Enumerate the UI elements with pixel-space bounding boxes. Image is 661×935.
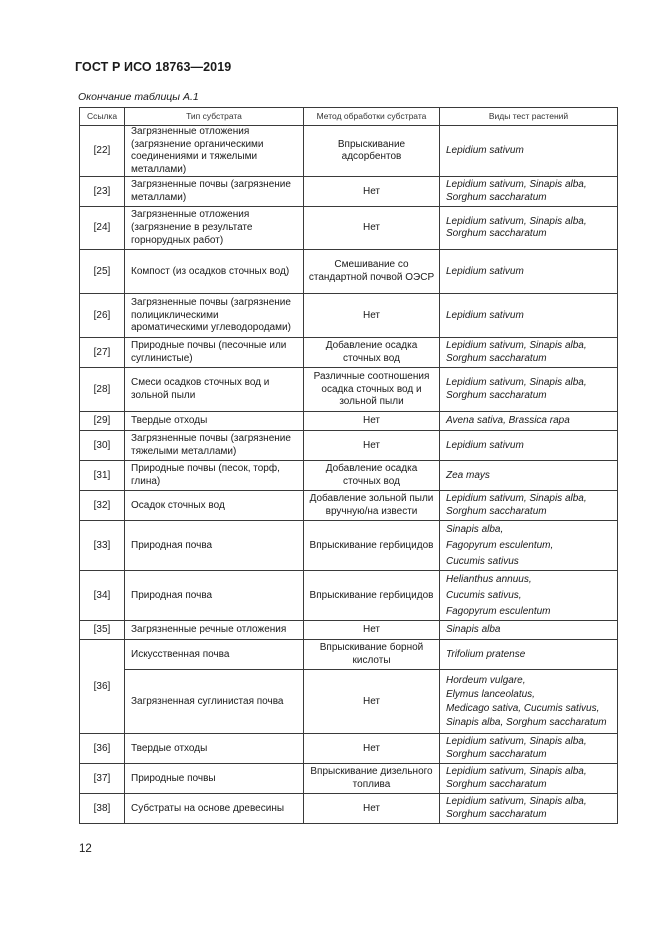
method-cell: Смешивание со стандартной почвой ОЭСР [304, 250, 440, 294]
ref-cell: [28] [80, 368, 125, 412]
species-line: Sinapis alba [446, 624, 501, 636]
method-cell: Впрыскивание гербицидов [304, 571, 440, 621]
species-cell [440, 294, 618, 338]
table-row [80, 431, 618, 461]
species-cell [440, 250, 618, 294]
species-line: Sorghum saccharatum [446, 808, 547, 820]
ref-cell: [34] [80, 571, 125, 621]
table-row [80, 368, 618, 412]
table-row [80, 294, 618, 338]
ref-cell: [36] [80, 640, 125, 734]
species-line: Fagopyrum esculentum [446, 605, 551, 617]
ref-cell: [32] [80, 491, 125, 521]
species-line: Cucumis sativus [446, 555, 519, 567]
species-cell [440, 461, 618, 491]
ref-cell: [26] [80, 294, 125, 338]
species-line: Sorghum saccharatum [446, 778, 547, 790]
substrate-cell: Компост (из осадков сточных вод) [125, 250, 304, 294]
method-cell: Нет [304, 177, 440, 207]
species-line: Sinapis alba, [446, 523, 504, 535]
page-number: 12 [79, 843, 92, 855]
species-line: Fagopyrum esculentum, [446, 539, 554, 551]
column-header-ref: Ссылка [80, 108, 125, 126]
species-line: Cucumis sativus, [446, 589, 522, 601]
table-row [80, 338, 618, 368]
table-row [80, 491, 618, 521]
table-header-row [80, 108, 618, 126]
ref-cell: [31] [80, 461, 125, 491]
table-row [80, 412, 618, 431]
species-cell [440, 571, 618, 621]
species-line: Elymus lanceolatus, [446, 688, 535, 700]
species-cell [440, 640, 618, 670]
species-cell [440, 491, 618, 521]
column-header-method: Метод обработки субстрата [304, 108, 440, 126]
column-header-substrate: Тип субстрата [125, 108, 304, 126]
method-cell: Впрыскивание гербицидов [304, 521, 440, 571]
species-cell [440, 431, 618, 461]
species-cell [440, 207, 618, 250]
substrate-cell: Загрязненная суглинистая почва [125, 670, 304, 734]
ref-cell: [33] [80, 521, 125, 571]
substrate-table [79, 107, 618, 824]
species-line: Sorghum saccharatum [446, 191, 547, 203]
ref-cell: [37] [80, 764, 125, 794]
substrate-cell: Загрязненные речные отложения [125, 621, 304, 640]
document-header: ГОСТ Р ИСО 18763—2019 [75, 60, 232, 74]
species-line: Lepidium sativum, Sinapis alba, [446, 340, 587, 352]
species-line: Lepidium sativum [446, 144, 524, 156]
species-line: Lepidium sativum, Sinapis alba, [446, 377, 587, 389]
species-cell [440, 412, 618, 431]
species-line: Sorghum saccharatum [446, 505, 547, 517]
species-cell [440, 521, 618, 571]
table-row [80, 177, 618, 207]
ref-cell: [38] [80, 794, 125, 824]
substrate-cell: Искусственная почва [125, 640, 304, 670]
method-cell: Впрыскивание адсорбентов [304, 126, 440, 177]
substrate-cell: Природная почва [125, 521, 304, 571]
ref-cell: [24] [80, 207, 125, 250]
method-cell: Различные соотношения осадка сточных вод и зольной пыли [304, 368, 440, 412]
substrate-cell: Осадок сточных вод [125, 491, 304, 521]
species-cell [440, 368, 618, 412]
table-row [80, 764, 618, 794]
substrate-cell: Субстраты на основе древесины [125, 794, 304, 824]
table-row [80, 250, 618, 294]
table-caption: Окончание таблицы А.1 [78, 91, 199, 103]
species-cell [440, 621, 618, 640]
table-row [80, 207, 618, 250]
ref-cell: [35] [80, 621, 125, 640]
substrate-cell: Природные почвы (песочные или суглинистые) [125, 338, 304, 368]
substrate-cell: Загрязненные почвы (загрязнение тяжелыми металлами) [125, 431, 304, 461]
species-line: Lepidium sativum [446, 309, 524, 321]
method-cell: Нет [304, 670, 440, 734]
method-cell: Нет [304, 621, 440, 640]
table-row [80, 734, 618, 764]
substrate-cell: Твердые отходы [125, 412, 304, 431]
species-line: Sorghum saccharatum [446, 352, 547, 364]
method-cell: Нет [304, 794, 440, 824]
table-row [80, 670, 618, 734]
species-cell [440, 794, 618, 824]
species-line: Sorghum saccharatum [446, 748, 547, 760]
substrate-cell: Природные почвы [125, 764, 304, 794]
substrate-cell: Смеси осадков сточных вод и зольной пыли [125, 368, 304, 412]
species-line: Sinapis alba, Sorghum saccharatum [446, 716, 607, 728]
substrate-cell: Загрязненные отложения (загрязнение в результате горнорудных работ) [125, 207, 304, 250]
method-cell: Впрыскивание дизельного топлива [304, 764, 440, 794]
method-cell: Добавление зольной пыли вручную/на извести [304, 491, 440, 521]
species-cell [440, 734, 618, 764]
method-cell: Нет [304, 431, 440, 461]
species-line: Lepidium sativum, Sinapis alba, [446, 179, 587, 191]
table-row [80, 461, 618, 491]
species-line: Sorghum saccharatum [446, 228, 547, 240]
species-cell [440, 670, 618, 734]
species-cell [440, 126, 618, 177]
method-cell: Нет [304, 412, 440, 431]
species-line: Lepidium sativum, Sinapis alba, [446, 766, 587, 778]
substrate-cell: Природная почва [125, 571, 304, 621]
species-cell [440, 764, 618, 794]
method-cell: Нет [304, 734, 440, 764]
species-line: Hordeum vulgare, [446, 674, 526, 686]
table-row [80, 571, 618, 621]
method-cell: Добавление осадка сточных вод [304, 461, 440, 491]
ref-cell: [22] [80, 126, 125, 177]
species-line: Zea mays [446, 469, 490, 481]
table-row [80, 126, 618, 177]
table-row [80, 794, 618, 824]
method-cell: Впрыскивание борной кислоты [304, 640, 440, 670]
species-line: Sorghum saccharatum [446, 389, 547, 401]
species-line: Trifolium pratense [446, 648, 526, 660]
species-line: Helianthus annuus, [446, 573, 532, 585]
species-cell [440, 177, 618, 207]
table-row [80, 521, 618, 571]
substrate-cell: Загрязненные отложения (загрязнение органическими соединениями и тяжелыми металлами) [125, 126, 304, 177]
species-line: Lepidium sativum, Sinapis alba, [446, 736, 587, 748]
ref-cell: [30] [80, 431, 125, 461]
ref-cell: [27] [80, 338, 125, 368]
method-cell: Нет [304, 207, 440, 250]
table-row [80, 640, 618, 670]
species-line: Lepidium sativum [446, 439, 524, 451]
ref-cell: [29] [80, 412, 125, 431]
species-cell [440, 338, 618, 368]
species-line: Lepidium sativum, Sinapis alba, [446, 493, 587, 505]
species-line: Avena sativa, Brassica rapa [446, 415, 570, 427]
species-line: Lepidium sativum, Sinapis alba, [446, 215, 587, 227]
method-cell: Добавление осадка сточных вод [304, 338, 440, 368]
method-cell: Нет [304, 294, 440, 338]
table-row [80, 621, 618, 640]
substrate-cell: Загрязненные почвы (загрязнение металлами) [125, 177, 304, 207]
ref-cell: [25] [80, 250, 125, 294]
ref-cell: [36] [80, 734, 125, 764]
substrate-cell: Твердые отходы [125, 734, 304, 764]
species-line: Lepidium sativum, Sinapis alba, [446, 796, 587, 808]
substrate-cell: Природные почвы (песок, торф, глина) [125, 461, 304, 491]
ref-cell: [23] [80, 177, 125, 207]
species-line: Medicago sativa, Cucumis sativus, [446, 702, 600, 714]
species-line: Lepidium sativum [446, 265, 524, 277]
substrate-cell: Загрязненные почвы (загрязнение полициклическими ароматическими углеводородами) [125, 294, 304, 338]
column-header-species: Виды тест растений [440, 108, 618, 126]
